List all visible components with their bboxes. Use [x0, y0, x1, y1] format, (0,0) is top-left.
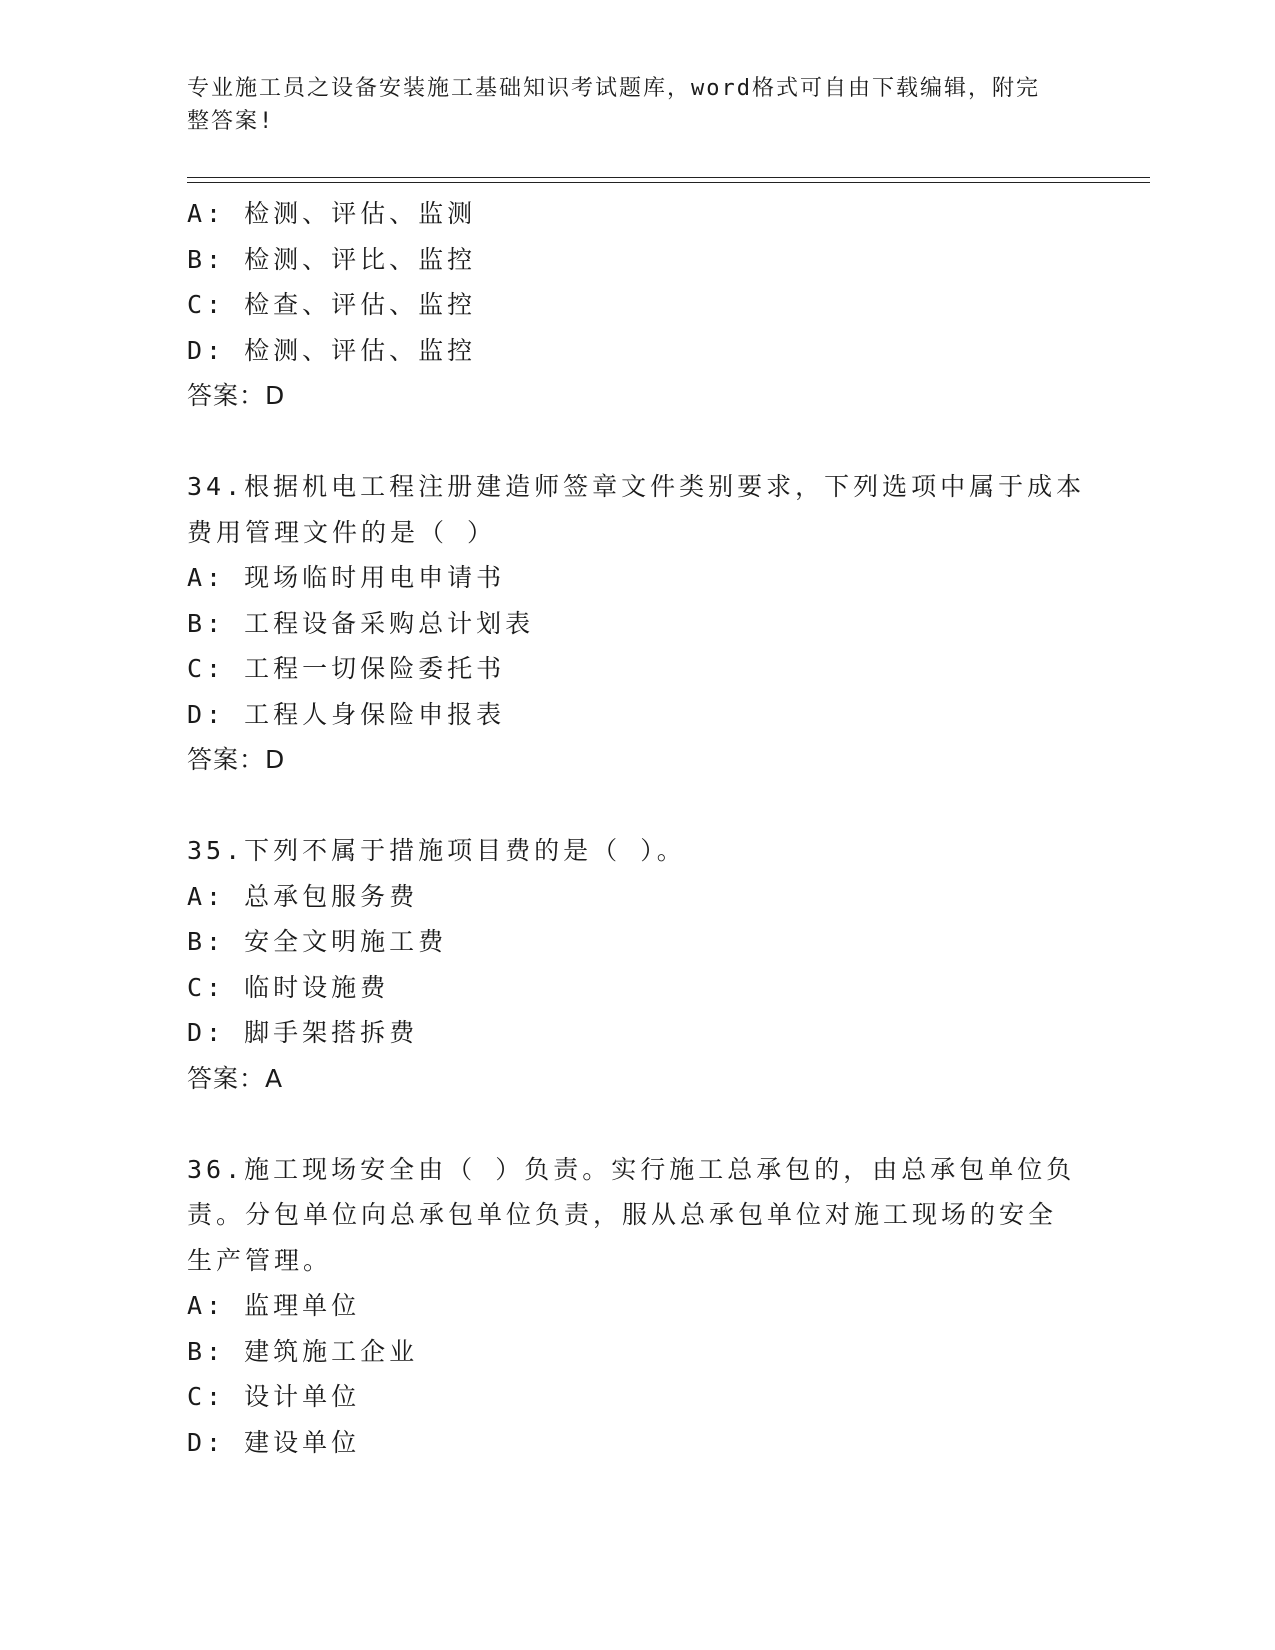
option-a: A: 监理单位	[187, 1291, 361, 1320]
question-block-34	[187, 464, 1087, 783]
question-stem-continued: 责。分包单位向总承包单位负责，服从总承包单位对施工现场的安全	[187, 1200, 1058, 1229]
question-stem: 36.施工现场安全由（ ）负责。实行施工总承包的，由总承包单位负	[187, 1154, 1076, 1184]
header-line-2: 整答案!	[187, 109, 275, 134]
option-b: B: 安全文明施工费	[187, 927, 448, 956]
question-stem: 35.下列不属于措施项目费的是（ ）。	[187, 836, 686, 865]
option-c: C: 临时设施费	[187, 972, 390, 1002]
answer-line: 答案：D	[187, 381, 286, 410]
option-d: D: 检测、评估、监控	[187, 335, 477, 365]
header-line-1: 专业施工员之设备安装施工基础知识考试题库，word格式可自由下载编辑，附完	[187, 76, 1040, 101]
question-block-36	[187, 1147, 1087, 1466]
spacer	[187, 1101, 1087, 1147]
question-stem-continued: 费用管理文件的是（ ）	[187, 517, 497, 547]
option-d: D: 建设单位	[187, 1427, 361, 1457]
option-a: A: 总承包服务费	[187, 881, 419, 911]
spacer	[187, 783, 1087, 829]
option-b: B: 检测、评比、监控	[187, 244, 477, 274]
option-b: B: 建筑施工企业	[187, 1336, 419, 1366]
question-stem-continued: 生产管理。	[187, 1245, 333, 1275]
option-a: A: 现场临时用电申请书	[187, 563, 506, 592]
option-a: A: 检测、评估、监测	[187, 199, 477, 228]
header-divider-top	[187, 177, 1150, 178]
answer-line: 答案：D	[187, 745, 286, 774]
option-c: C: 设计单位	[187, 1382, 361, 1411]
question-content	[187, 191, 1087, 1465]
answer-line: 答案：A	[187, 1063, 284, 1093]
header-divider-bottom	[187, 182, 1150, 183]
question-stem: 34.根据机电工程注册建造师签章文件类别要求，下列选项中属于成本	[187, 472, 1086, 501]
spacer	[187, 419, 1087, 465]
option-c: C: 工程一切保险委托书	[187, 654, 506, 683]
option-d: D: 工程人身保险申报表	[187, 699, 506, 729]
option-d: D: 脚手架搭拆费	[187, 1018, 419, 1047]
document-header	[187, 72, 1067, 138]
option-c: C: 检查、评估、监控	[187, 290, 477, 319]
question-block-35	[187, 828, 1087, 1101]
question-block-33	[187, 191, 1087, 419]
option-b: B: 工程设备采购总计划表	[187, 608, 535, 638]
